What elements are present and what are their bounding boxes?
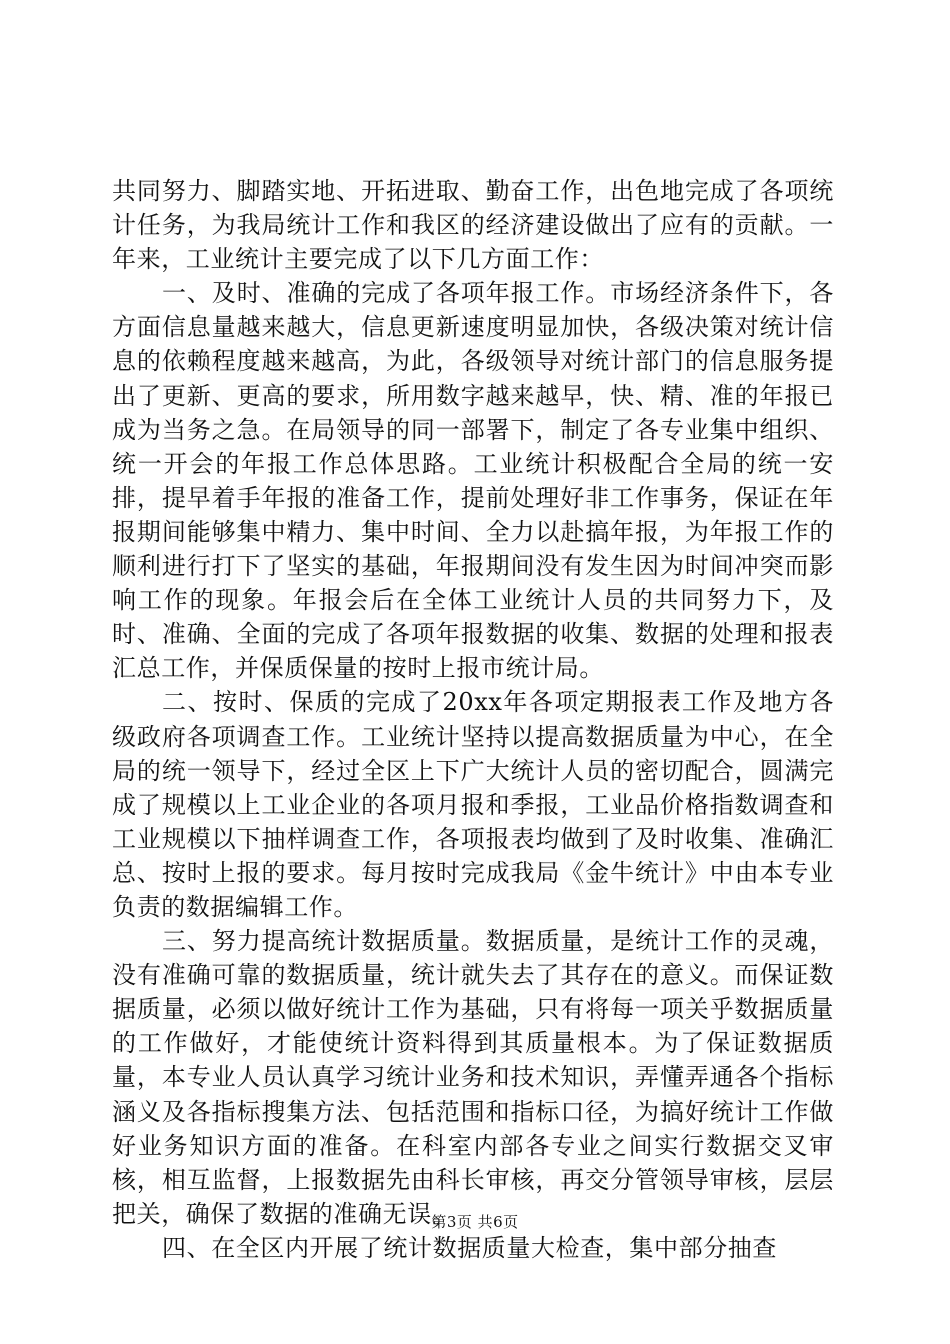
paragraph-intro: 共同努力、脚踏实地、开拓进取、勤奋工作，出色地完成了各项统计任务，为我局统计工作和我区的经济建设做出了应有的贡献。一年来，工业统计主要完成了以下几方面工作： [112,177,834,274]
paragraph-periodic-reports: 二、按时、保质的完成了20xx年各项定期报表工作及地方各级政府各项调查工作。工业统计坚持以提高数据质量为中心，在全局的统一领导下，经过全区上下广大统计人员的密切配合，圆满完成了规模以上工业企业的各项月报和季报，工业品价格指数调查和工业规模以下抽样调查工作，各项报表均做到了及时收集、准确汇总、按时上报的要求。每月按时完成我局《金牛统计》中由本专业负责的数据编辑工作。 [112,688,834,921]
paragraph-annual-report: 一、及时、准确的完成了各项年报工作。市场经济条件下，各方面信息量越来越大，信息更新速度明显加快，各级决策对统计信息的依赖程度越来越高，为此，各级领导对统计部门的信息服务提出了更新、更高的要求，所用数字越来越早，快、精、准的年报已成为当务之急。在局领导的同一部署下，制定了各专业集中组织、统一开会的年报工作总体思路。工业统计积极配合全局的统一安排，提早着手年报的准备工作，提前处理好非工作事务，保证在年报期间能够集中精力、集中时间、全力以赴搞年报，为年报工作的顺利进行打下了坚实的基础，年报期间没有发生因为时间冲突而影响工作的现象。年报会后在全体工业统计人员的共同努力下，及时、准确、全面的完成了各项年报数据的收集、数据的处理和报表汇总工作，并保质保量的按时上报市统计局。 [112,279,834,683]
paragraph-quality-inspection: 四、在全区内开展了统计数据质量大检查，集中部分抽查 [162,1233,777,1262]
page-footer: 第3页 共6页 [431,1213,519,1231]
paragraph-data-quality: 三、努力提高统计数据质量。数据质量，是统计工作的灵魂，没有准确可靠的数据质量，统计就失去了其存在的意义。而保证数据质量，必须以做好统计工作为基础，只有将每一项关乎数据质量的工作做好，才能使统计资料得到其质量根本。为了保证数据质量，本专业人员认真学习统计业务和技术知识，弄懂弄通各个指标涵义及各指标搜集方法、包括范围和指标口径，为搞好统计工作做好业务知识方面的准备。在科室内部各专业之间实行数据交叉审核，相互监督，上报数据先由科长审核，再交分管领导审核，层层把关，确保了数据的准确无误。 [112,927,834,1228]
document-body [112,174,834,1265]
